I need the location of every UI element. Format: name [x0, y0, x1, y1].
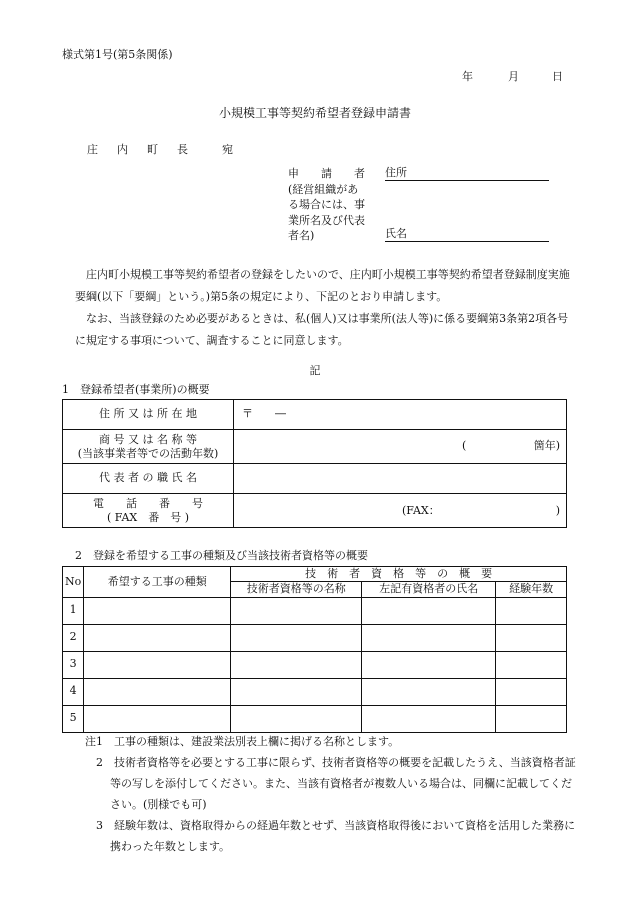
- table-row: [63, 597, 567, 624]
- qualification-cell[interactable]: [231, 597, 362, 624]
- section2-heading: 2 登録を希望する工事の種類及び当該技術者資格等の概要: [75, 549, 368, 562]
- row-number: 2: [63, 624, 84, 651]
- holder-cell[interactable]: [362, 624, 496, 651]
- type-cell[interactable]: [84, 705, 231, 732]
- applicant-label: 申 請 者 (経営組織があ る場合には、事 業所名及び代表 者名): [288, 167, 365, 242]
- table-row: [63, 624, 567, 651]
- addressee: 庄 内 町 長: [87, 143, 192, 156]
- holder-cell[interactable]: [362, 597, 496, 624]
- body-paragraph-2: なお、当該登録のため必要があるときは、私(個人)又は事業所(法人等)に係る要綱第3条第2項各号に規定する事項について、調査することに同意します。: [75, 312, 569, 347]
- row-number: 1: [63, 597, 84, 624]
- body-paragraph-1: 庄内町小規模工事等契約希望者の登録をしたいので、庄内町小規模工事等契約希望者登録制度実施要綱(以下「要綱」という。)第5条の規定により、下記のとおり申請します。: [75, 268, 570, 303]
- address-label: 住所: [385, 166, 407, 179]
- row-label-phone: 電 話 番 号 ( FAX 番 号 ): [63, 494, 234, 528]
- applicant-overview-table: [62, 399, 567, 528]
- trade-name-cell[interactable]: ( 箇年): [234, 430, 567, 464]
- years-cell[interactable]: [496, 597, 567, 624]
- type-cell[interactable]: [84, 624, 231, 651]
- type-cell[interactable]: [84, 597, 231, 624]
- table-row: [63, 678, 567, 705]
- years-cell[interactable]: [496, 651, 567, 678]
- date-month-label: 月: [508, 70, 519, 83]
- table-row: [63, 400, 567, 430]
- name-label: 氏名: [385, 227, 407, 240]
- date-year-label: 年: [462, 70, 473, 83]
- addressee-suffix: 宛: [222, 143, 233, 156]
- col-header-holder: 左記有資格者の氏名: [362, 582, 496, 597]
- construction-types-table: [62, 566, 567, 733]
- row-label-trade-name: 商 号 又 は 名 称 等 (当該事業者等での活動年数): [63, 430, 234, 464]
- note-1: 注1 工事の種類は、建設業法別表上欄に掲げる名称とします。: [85, 735, 400, 748]
- type-cell[interactable]: [84, 678, 231, 705]
- ki-label: 記: [309, 364, 321, 377]
- table-row: [63, 705, 567, 732]
- document-title: 小規模工事等契約希望者登録申請書: [218, 106, 411, 120]
- name-field[interactable]: [385, 227, 549, 242]
- row-number: 4: [63, 678, 84, 705]
- representative-cell[interactable]: [234, 464, 567, 494]
- section1-heading: 1 登録希望者(事業所)の概要: [62, 383, 210, 396]
- table-row: [63, 651, 567, 678]
- col-header-qualification-group: 技 術 者 資 格 等 の 概 要: [231, 567, 567, 582]
- col-header-no: No: [63, 567, 84, 598]
- table-row: [63, 464, 567, 494]
- row-label-representative: 代 表 者 の 職 氏 名: [63, 464, 234, 494]
- col-header-qualification: 技術者資格等の名称: [231, 582, 362, 597]
- address-field[interactable]: [385, 166, 549, 181]
- qualification-cell[interactable]: [231, 705, 362, 732]
- note-2: 2 技術者資格等を必要とする工事に限らず、技術者資格等の概要を記載したうえ、当該資格者証等の写しを添付してください。また、当該有資格者が複数人いる場合は、同欄に記載してください。(別様でも可): [96, 756, 576, 811]
- years-cell[interactable]: [496, 705, 567, 732]
- row-number: 5: [63, 705, 84, 732]
- years-cell[interactable]: [496, 624, 567, 651]
- table-row: [63, 494, 567, 528]
- qualification-cell[interactable]: [231, 624, 362, 651]
- years-cell[interactable]: [496, 678, 567, 705]
- form-number: 様式第1号(第5条関係): [62, 48, 173, 61]
- address-value-cell[interactable]: 〒 ―: [234, 400, 567, 430]
- holder-cell[interactable]: [362, 705, 496, 732]
- col-header-type: 希望する工事の種類: [84, 567, 231, 598]
- table-row: [63, 430, 567, 464]
- qualification-cell[interactable]: [231, 678, 362, 705]
- qualification-cell[interactable]: [231, 651, 362, 678]
- row-number: 3: [63, 651, 84, 678]
- phone-cell[interactable]: (FAX： ): [234, 494, 567, 528]
- holder-cell[interactable]: [362, 651, 496, 678]
- note-3: 3 経験年数は、資格取得からの経過年数とせず、当該資格取得後において資格を活用した業務に携わった年数とします。: [96, 819, 576, 853]
- date-day-label: 日: [552, 70, 563, 83]
- row-label-address: 住 所 又 は 所 在 地: [63, 400, 234, 430]
- col-header-years: 経験年数: [496, 582, 567, 597]
- holder-cell[interactable]: [362, 678, 496, 705]
- type-cell[interactable]: [84, 651, 231, 678]
